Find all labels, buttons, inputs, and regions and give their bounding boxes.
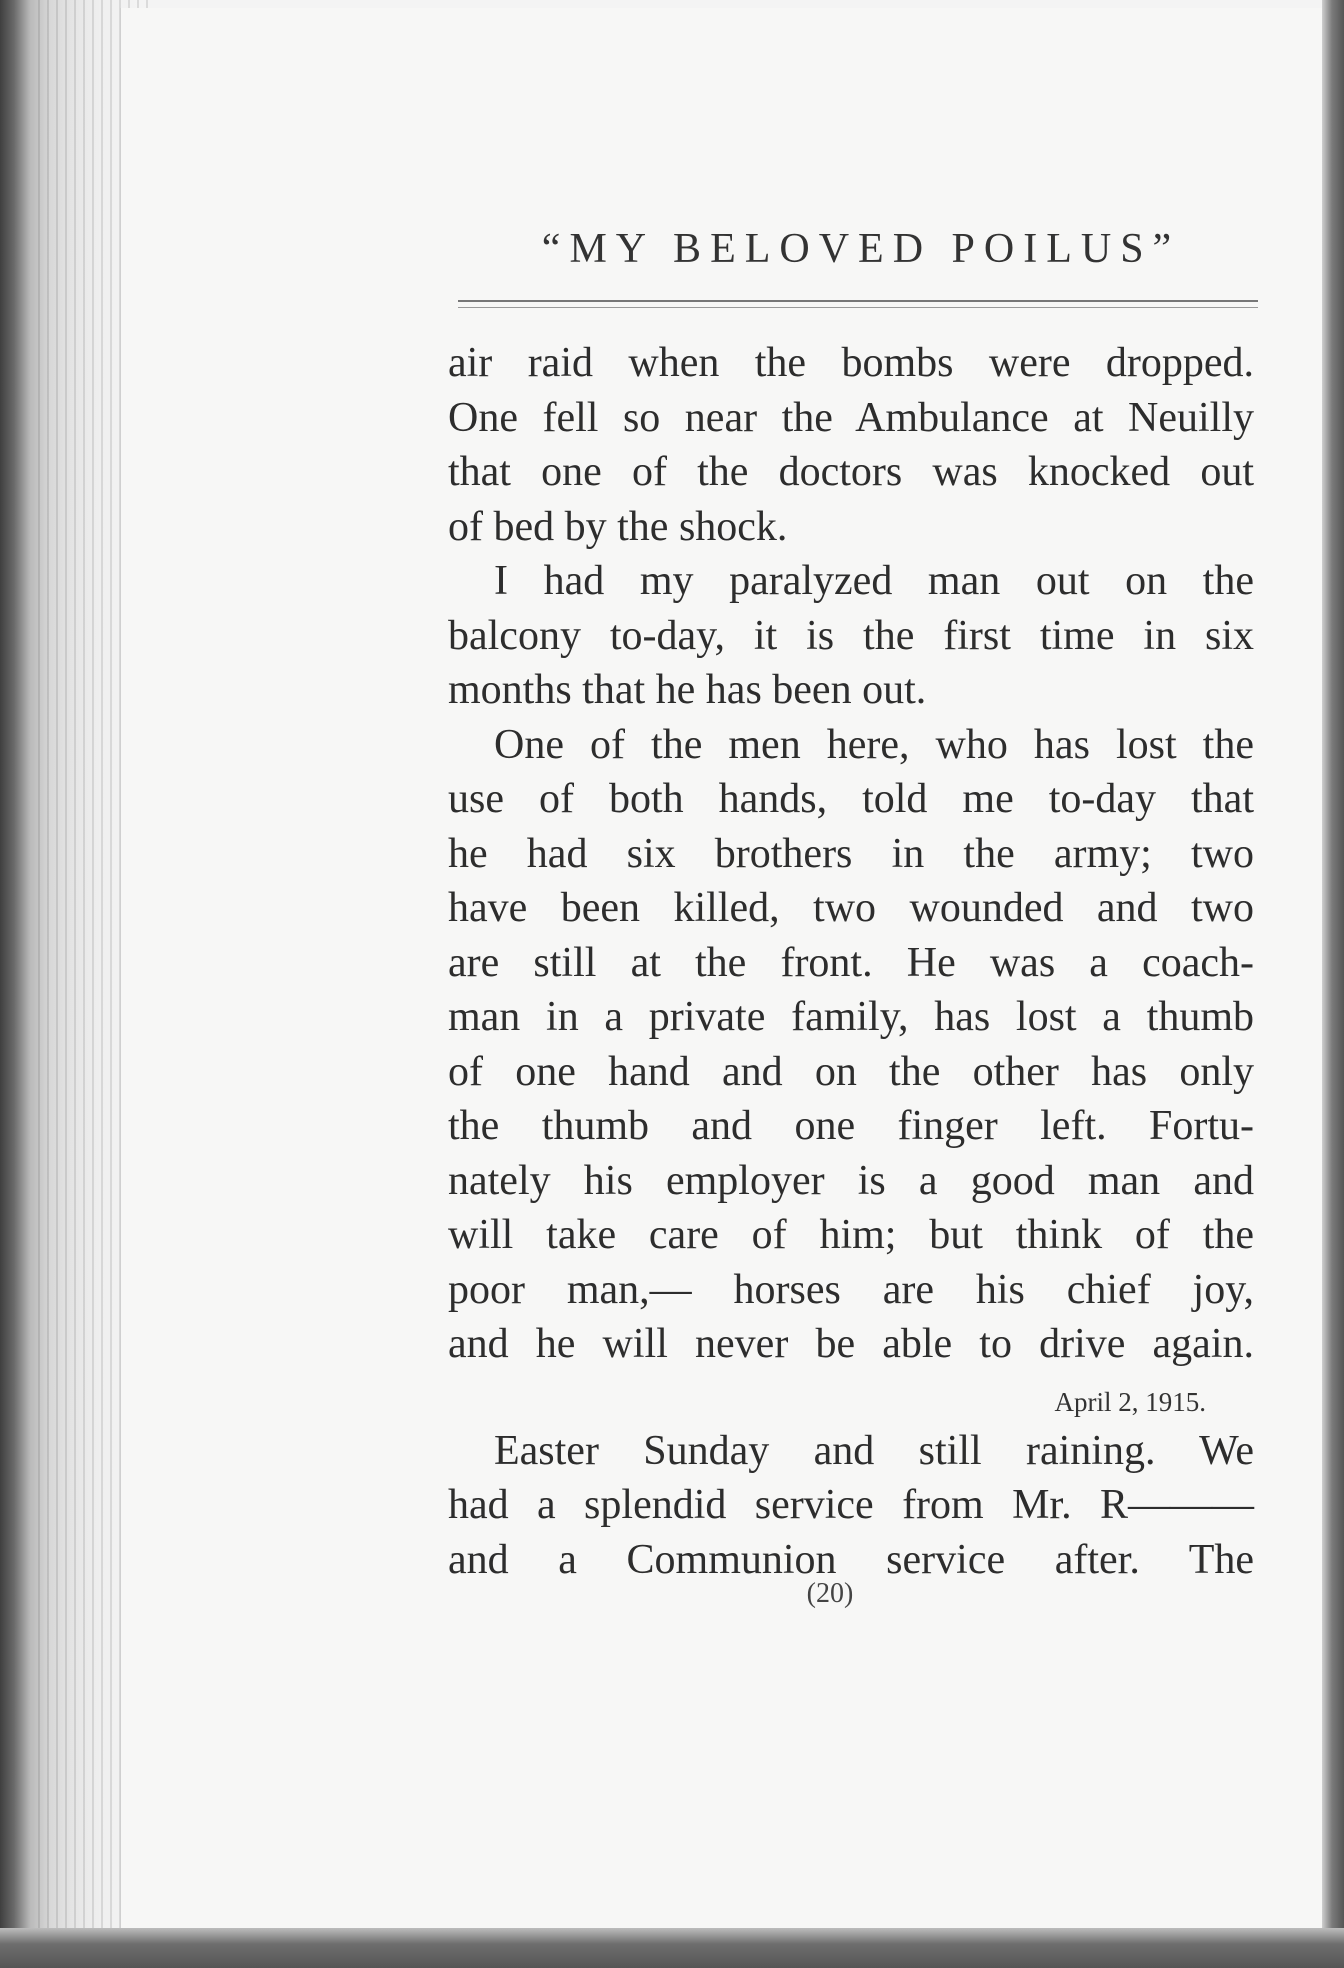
text-line: had a splendid service from Mr. R——— (448, 1482, 1254, 1528)
text-line: nately his employer is a good man and (448, 1157, 1254, 1204)
book-binding-edge (1322, 0, 1344, 1968)
text-line: have been killed, two wounded and two (448, 885, 1254, 931)
text-line: months that he has been out. (448, 667, 927, 713)
body-text (448, 336, 1254, 1587)
text-line: of bed by the shock. (448, 503, 788, 550)
text-line: poor man,— horses are his chief joy, (448, 1266, 1254, 1313)
text-line: he had six brothers in the army; two (448, 830, 1254, 877)
text-line: and a Communion service after. The (448, 1536, 1254, 1583)
text-line: that one of the doctors was knocked out (448, 449, 1254, 495)
header-rule (458, 300, 1258, 302)
text-line: of one hand and on the other has only (448, 1048, 1254, 1095)
text-line: One fell so near the Ambulance at Neuilly (448, 394, 1254, 441)
book-bottom-edge (0, 1928, 1344, 1968)
page-number: (20) (806, 1578, 854, 1609)
header-rule-thin (458, 307, 1258, 308)
text-line: the thumb and one finger left. Fortu- (448, 1103, 1254, 1149)
text-line: Easter Sunday and still raining. We (494, 1427, 1254, 1474)
text-line: air raid when the bombs were dropped. (448, 340, 1254, 386)
running-header: “MY BELOVED POILUS” (541, 226, 1181, 272)
dateline: April 2, 1915. (1054, 1386, 1206, 1417)
text-line: balcony to-day, it is the first time in six (448, 612, 1254, 659)
text-line: will take care of him; but think of the (448, 1212, 1254, 1258)
text-line: use of both hands, told me to-day that (448, 776, 1254, 822)
text-line: One of the men here, who has lost the (494, 721, 1254, 768)
text-line: I had my paralyzed man out on the (494, 558, 1254, 604)
text-line: man in a private family, has lost a thumb (448, 994, 1254, 1040)
text-line: are still at the front. He was a coach- (448, 939, 1254, 986)
text-line: and he will never be able to drive again. (448, 1321, 1254, 1367)
